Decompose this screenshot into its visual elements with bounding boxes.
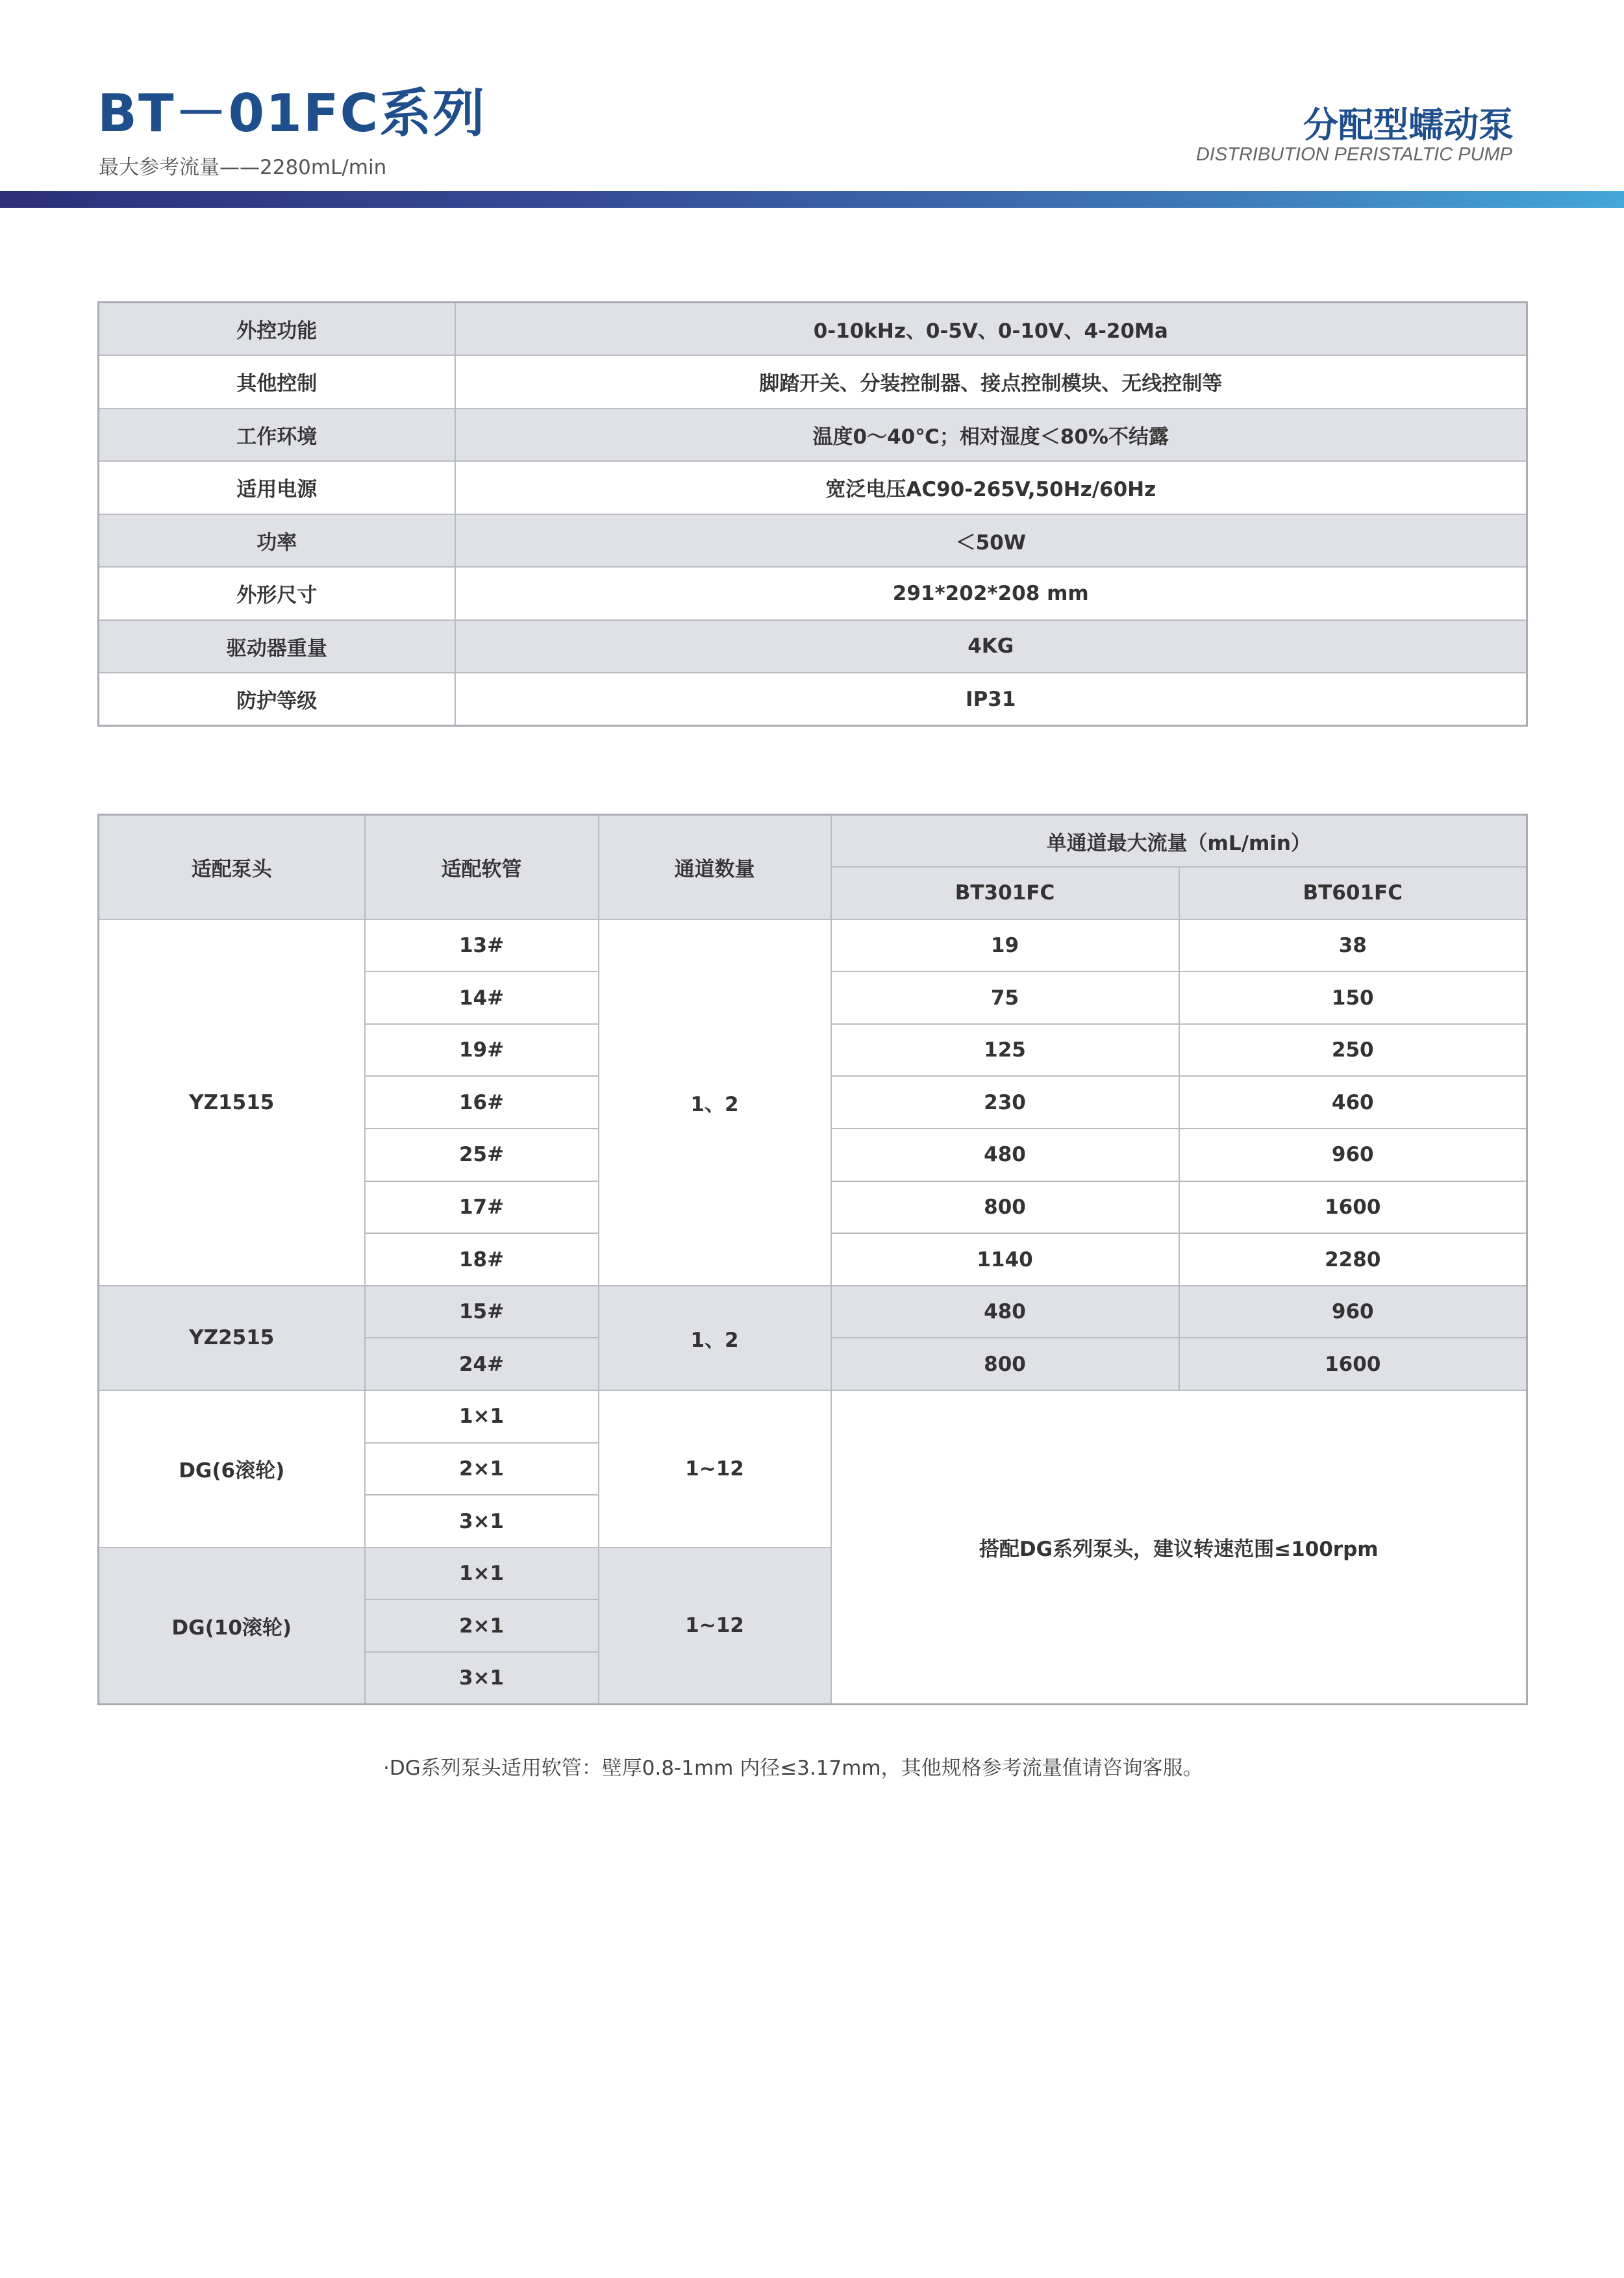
header-model-bt301fc: BT301FC xyxy=(831,867,1179,920)
pump-head-cell: DG(6滚轮) xyxy=(99,1390,365,1547)
spec-value: 宽泛电压AC90-265V,50Hz/60Hz xyxy=(455,461,1527,514)
flow-bt601fc-cell: 2280 xyxy=(1179,1233,1527,1286)
header-model-bt601fc: BT601FC xyxy=(1179,867,1527,920)
channels-cell: 1、2 xyxy=(599,920,831,1286)
spec-label: 适用电源 xyxy=(99,461,455,514)
spec-label: 外形尺寸 xyxy=(99,567,455,620)
header-channels: 通道数量 xyxy=(599,815,831,920)
channels-cell: 1~12 xyxy=(599,1390,831,1547)
pump-head-cell: YZ2515 xyxy=(99,1286,365,1390)
tube-cell: 1×1 xyxy=(365,1547,599,1600)
tube-cell: 25# xyxy=(365,1129,599,1181)
footnote: ·DG系列泵头适用软管：壁厚0.8-1mm 内径≤3.17mm，其他规格参考流量值请咨询客服。 xyxy=(383,1757,1203,1780)
tube-cell: 3×1 xyxy=(365,1495,599,1547)
category-title-cn: 分配型蠕动泵 xyxy=(1303,105,1514,145)
spec-label: 其他控制 xyxy=(99,355,455,408)
spec-label: 外控功能 xyxy=(99,303,455,356)
flow-bt301fc-cell: 480 xyxy=(831,1129,1179,1181)
flow-header-row xyxy=(99,815,1527,868)
flow-bt601fc-cell: 250 xyxy=(1179,1024,1527,1077)
header-tube: 适配软管 xyxy=(365,815,599,920)
spec-label: 驱动器重量 xyxy=(99,620,455,673)
tube-cell: 24# xyxy=(365,1338,599,1390)
tube-cell: 19# xyxy=(365,1024,599,1077)
spec-value: 0-10kHz、0-5V、0-10V、4-20Ma xyxy=(455,303,1527,356)
flow-bt601fc-cell: 1600 xyxy=(1179,1338,1527,1390)
spec-row xyxy=(99,408,1527,462)
flow-bt601fc-cell: 1600 xyxy=(1179,1181,1527,1234)
flow-bt301fc-cell: 480 xyxy=(831,1286,1179,1338)
flow-bt601fc-cell: 150 xyxy=(1179,971,1527,1024)
max-flow-subtitle: 最大参考流量——2280mL/min xyxy=(99,156,387,179)
spec-value: 温度0～40℃；相对湿度＜80%不结露 xyxy=(455,408,1527,462)
flow-table xyxy=(97,814,1528,1705)
tube-cell: 1×1 xyxy=(365,1390,599,1443)
tube-cell: 3×1 xyxy=(365,1652,599,1705)
spec-value: 脚踏开关、分装控制器、接点控制模块、无线控制等 xyxy=(455,355,1527,408)
spec-row xyxy=(99,461,1527,514)
tube-cell: 15# xyxy=(365,1286,599,1338)
pump-head-cell: YZ1515 xyxy=(99,920,365,1286)
series-title: BT－01FC系列 xyxy=(97,83,486,144)
flow-bt301fc-cell: 1140 xyxy=(831,1233,1179,1286)
table-row xyxy=(99,1286,1527,1338)
flow-bt601fc-cell: 460 xyxy=(1179,1076,1527,1129)
tube-cell: 2×1 xyxy=(365,1443,599,1496)
flow-bt301fc-cell: 800 xyxy=(831,1181,1179,1234)
channels-cell: 1、2 xyxy=(599,1286,831,1390)
spec-value: IP31 xyxy=(455,673,1527,726)
flow-bt301fc-cell: 800 xyxy=(831,1338,1179,1390)
tube-cell: 18# xyxy=(365,1233,599,1286)
pump-head-cell: DG(10滚轮) xyxy=(99,1547,365,1705)
tube-cell: 14# xyxy=(365,971,599,1024)
header-gradient-band xyxy=(0,191,1624,208)
channels-cell: 1~12 xyxy=(599,1547,831,1705)
flow-bt301fc-cell: 230 xyxy=(831,1076,1179,1129)
spec-row xyxy=(99,355,1527,408)
spec-row xyxy=(99,303,1527,356)
tube-cell: 13# xyxy=(365,920,599,972)
flow-bt301fc-cell: 75 xyxy=(831,971,1179,1024)
dg-speed-note: 搭配DG系列泵头，建议转速范围≤100rpm xyxy=(831,1390,1527,1705)
spec-value: 291*202*208 mm xyxy=(455,567,1527,620)
category-title-en: DISTRIBUTION PERISTALTIC PUMP xyxy=(1195,144,1512,165)
spec-row xyxy=(99,673,1527,726)
spec-row xyxy=(99,620,1527,673)
header-pump-head: 适配泵头 xyxy=(99,815,365,920)
tube-cell: 17# xyxy=(365,1181,599,1234)
flow-bt601fc-cell: 38 xyxy=(1179,920,1527,972)
flow-bt301fc-cell: 125 xyxy=(831,1024,1179,1077)
spec-label: 防护等级 xyxy=(99,673,455,726)
table-row xyxy=(99,920,1527,972)
tube-cell: 16# xyxy=(365,1076,599,1129)
header-max-flow: 单通道最大流量（mL/min） xyxy=(831,815,1527,868)
spec-label: 功率 xyxy=(99,514,455,568)
spec-label: 工作环境 xyxy=(99,408,455,462)
flow-bt601fc-cell: 960 xyxy=(1179,1286,1527,1338)
spec-table xyxy=(97,301,1528,727)
spec-value: 4KG xyxy=(455,620,1527,673)
flow-bt601fc-cell: 960 xyxy=(1179,1129,1527,1181)
tube-cell: 2×1 xyxy=(365,1599,599,1652)
spec-row xyxy=(99,567,1527,620)
spec-row xyxy=(99,514,1527,568)
table-row xyxy=(99,1390,1527,1443)
flow-bt301fc-cell: 19 xyxy=(831,920,1179,972)
spec-value: ＜50W xyxy=(455,514,1527,568)
